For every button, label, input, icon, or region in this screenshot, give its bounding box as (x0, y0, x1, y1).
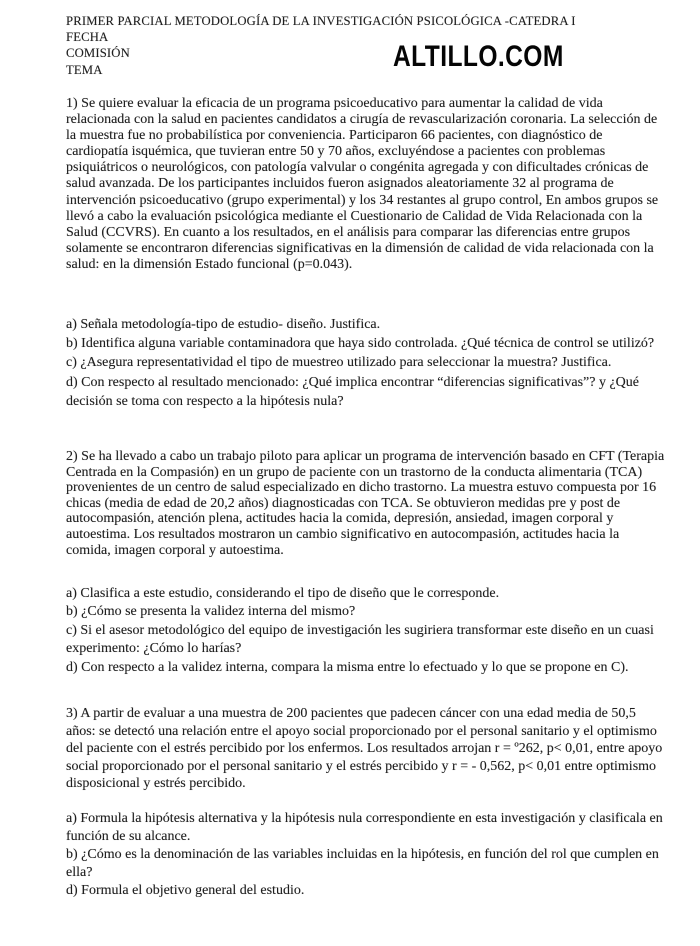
question-1-statement (66, 96, 667, 273)
question-2-item-d: d) Con respecto a la validez interna, compara la misma entre lo efectuado y lo que se propone en C). (66, 659, 629, 675)
question-3-item-a: a) Formula la hipótesis alternativa y la hipótesis nula correspondiente en esta investigación y clasificala en función de su alcance. (66, 811, 663, 844)
question-3-item-b: b) ¿Cómo es la denominación de las variables incluidas en la hipótesis, en función del rol que cumplen en ella? (66, 847, 659, 880)
question-1-statement-text: 1) Se quiere evaluar la eficacia de un programa psicoeducativo para aumentar la calidad de vida relacionada con la salud en pacientes candidatos a cirugía de revascularización coronaria. La selección de la muestra fue no probabilística por conveniencia. Participaron 66 pacientes, con diagnóstico de cardiopatía isquémica, que tuvieran entre 50 y 70 años, excluyéndose a pacientes con problemas psiquiátricos o neurológicos, con patología valvular o congénita agregada y con dificultades crónicas de salud avanzada. De los participantes incluidos fueron asignados aleatoriamente 32 al programa de intervención psicoeducativo (grupo experimental) y los 34 restantes al grupo control, En ambos grupos se llevó a cabo la evaluación psicológica mediante el Cuestionario de Calidad de Vida Relacionada con la Salud (CCVRS). En cuanto a los resultados, en el análisis para comparar las diferencias entre grupos solamente se encontraron diferencias significativas en la dimensión de calidad de vida relacionada con la salud: en la dimensión Estado funcional (p=0.043). (66, 96, 659, 272)
question-1-item-a: a) Señala metodología-tipo de estudio- diseño. Justifica. (66, 317, 381, 332)
question-2-item-a: a) Clasifica a este estudio, considerando el tipo de diseño que le corresponde. (66, 586, 500, 601)
comision-label: COMISIÓN (66, 46, 130, 61)
tema-label: TEMA (66, 62, 103, 77)
question-1-item-b: b) Identifica alguna variable contaminadora que haya sido controlada. ¿Qué técnica de control se utilizó? (66, 336, 655, 352)
question-2-items (66, 585, 667, 677)
question-2-statement (66, 449, 667, 558)
question-1-items (66, 315, 667, 411)
question-2-item-b: b) ¿Cómo se presenta la validez interna del mismo? (66, 604, 356, 620)
question-3-statement (66, 705, 667, 793)
question-2-item-c: c) Si el asesor metodológico del equipo de investigación les sugiriera transformar este diseño en un cuasi experimento: ¿Cómo lo harías? (66, 622, 654, 657)
question-2-statement-text: 2) Se ha llevado a cabo un trabajo piloto para aplicar un programa de intervención basado en CFT (Terapia Centrada en la Compasión) en un grupo de paciente con un trastorno de la conducta alimentaria (TCA) provenientes de un centro de salud especializado en dicho trastorno. La muestra estuvo compuesta por 16 chicas (media de edad de 20,2 años) diagnosticadas con TCA. Se obtuvieron medidas pre y post de autocompasión, atención plena, actitudes hacia la comida, depresión, ansiedad, imagen corporal y autoestima. Los resultados mostraron un cambio significativo en autocompasión, actitudes hacia la comida, imagen corporal y autoestima. (66, 449, 665, 558)
question-1-item-c: c) ¿Asegura representatividad el tipo de muestreo utilizado para seleccionar la muestra? Justifica. (66, 355, 612, 371)
exam-title: PRIMER PARCIAL METODOLOGÍA DE LA INVESTIGACIÓN PSICOLÓGICA -CATEDRA I (66, 14, 576, 28)
altillo-watermark: ALTILLO.COM (393, 40, 564, 73)
question-1-item-d: d) Con respecto al resultado mencionado: ¿Qué implica encontrar “diferencias significativas”? y ¿Qué decisión se toma con respecto a la hipótesis nula? (66, 374, 639, 409)
question-3-statement-text: 3) A partir de evaluar a una muestra de 200 pacientes que padecen cáncer con una edad media de 50,5 años: se detectó una relación entre el apoyo social proporcionado por el personal sanitario y el optimismo del paciente con el estrés percibido por los enfermos. Los resultados arrojan r = º262, p< 0,01, entre apoyo social proporcionado por el personal sanitario y el estrés percibido y r = - 0,562, p< 0,01 entre optimismo disposicional y estrés percibido. (66, 706, 663, 791)
question-3-item-d: d) Formula el objetivo general del estudio. (66, 883, 305, 898)
question-3-items (66, 810, 667, 900)
fecha-label: FECHA (66, 30, 109, 45)
exam-header (66, 13, 676, 78)
